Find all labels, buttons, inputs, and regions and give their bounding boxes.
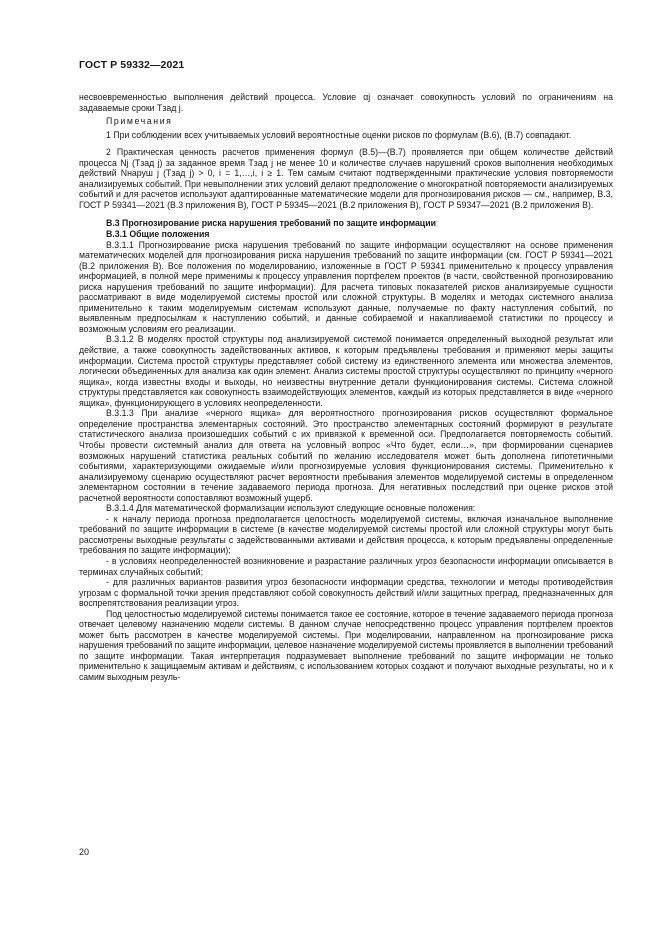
notes-heading: Примечания	[106, 116, 173, 127]
subsection-heading-b31: В.3.1 Общие положения	[106, 229, 210, 240]
list-item: - к началу периода прогноза предполагается целостность моделируемой системы, включая изначальное выполнение требований по защите информации в системе (в качестве моделируемой системы простой или сложной структуры могут быть рассмотрены выходные результаты с задействованными активами и действия процесса, к которым предъявлены определенные требования по защите информации);	[79, 513, 613, 556]
paragraph-b312: В.3.1.2 В моделях простой структуры под анализируемой системой понимается определенный выходной результат или действие, а также совокупность задействованных активов, к которым предъявлены требования и применяют меры защиты информации. Система простой структуры представляет собой систему из единственного элемента или множества элементов, логически объединенных для анализа как один элемент. Анализ системы простой структуры осуществляют по принципу «черного ящика», когда известны входы и выходы, но неизвестны внутренние детали функционирования системы. Система сложной структуры представляется как совокупность взаимодействующих элементов, каждый из которых представляется в виде «черного ящика», функционирующего в условиях неопределенности.	[79, 334, 613, 408]
paragraph-b313: В.3.1.3 При анализе «черного ящика» для вероятностного прогнозирования рисков осуществляют формальное определение пространства элементарных состояний. Это пространство элементарных состояний формируют в результате статистического анализа произошедших событий с их привязкой к временной оси. Предполагается повторяемость событий. Чтобы провести системный анализ для ответа на условный вопрос «Что будет, если…», при формировании сценариев возможных нарушений статистика реальных событий по желанию исследователя может быть дополнена гипотетичными событиями, характеризующими ожидаемые и/или прогнозируемые условия функционирования системы. Применительно к анализируемому сценарию осуществляют расчет вероятности пребывания элементов моделируемой системы в определенном элементарном состоянии в течение задаваемого периода прогноза. Для негативных последствий при оценке рисков этой расчетной вероятности сопоставляют возможный ущерб.	[79, 408, 613, 503]
document-header: ГОСТ Р 59332—2021	[79, 59, 185, 71]
page-body	[79, 92, 613, 683]
section-heading-b3: В.3 Прогнозирование риска нарушения требований по защите информации	[106, 218, 436, 229]
paragraph-b314: В.3.1.4 Для математической формализации используют следующие основные положения:	[106, 503, 476, 514]
paragraph-b311: В.3.1.1 Прогнозирование риска нарушения требований по защите информации осуществляют на основе применения математических моделей для прогнозирования риска нарушения требований по защите информации (см. ГОСТ Р 59341—2021 (В.2 приложения В). Все положения по моделированию, изложенные в ГОСТ Р 59341 применительно к процессу управления информацией, в полной мере применимы к процессу управления портфелем проектов (в части, свойственной прогнозированию риска нарушения требований по защите информации). Для расчета типовых показателей рисков анализируемые сущности рассматривают в виде моделируемой системы простой или сложной структуры. В моделях и методах системного анализа применительно к таким моделируемым системам используют данные, получаемые по факту наступления событий, по выявленным предпосылкам к наступлению событий, и данные собираемой и накапливаемой статистики по процессу и возможным условиям его реализации.	[79, 239, 613, 334]
paragraph-continuation: несвоевременностью выполнения действий процесса. Условие αj означает совокупность условий по ограничениям на задаваемые сроки Tзад j.	[79, 92, 613, 113]
paragraph-integrity: Под целостностью моделируемой системы понимается такое ее состояние, которое в течение задаваемого периода прогноза отвечает целевому назначению модели системы. В данном случае непосредственно процесс управления портфелем проектов может быть рассмотрен в качестве моделируемой системы. При моделировании, направленном на прогнозирование риска нарушения требований по защите информации, целевое назначение моделируемой системы проявляется в выполнении требований по защите информации. Такая интерпретация подразумевает выполнение требований по защите информации не только применительно к защищаемым активам и действиям, с использованием которых создают и получают выходные результаты, но и к самим выходным резуль-	[79, 608, 613, 682]
note-1: 1 При соблюдении всех учитываемых условий вероятностные оценки рисков по формулам (В.6), (В.7) совпадают.	[106, 129, 572, 140]
list-item: - для различных вариантов развития угроз безопасности информации средства, технологии и методы противодействия угрозам с формальной точки зрения представляют собой совокупность действий и/или защитных преград, предназначенных для воспрепятствования реализации угроз.	[79, 577, 613, 609]
page-number: 20	[79, 847, 90, 857]
note-2: 2 Практическая ценность расчетов применения формул (В.5)—(В.7) проявляется при общем количестве действий процесса Nj (Tзад j) за заданное время Tзад j не менее 10 и количестве случаев нарушений сроков выполнения необходимых действий Nнаруш j (Tзад j) > 0, i = 1,…,i, i ≥ 1. Тем самым считают подтвержденными практические условия повторяемости анализируемых событий. При невыполнении этих условий делают предположение о многократной повторяемости анализируемых событий и для расчетов используют адаптированные математические модели для прогнозирования рисков — см., например, В.3, ГОСТ Р 59341—2021 (В.3 приложения В), ГОСТ Р 59345—2021 (В.2 приложения В), ГОСТ Р 59347—2021 (В.2 приложения В).	[79, 147, 613, 210]
list-item: - в условиях неопределенностей возникновение и разрастание различных угроз безопасности информации описывается в терминах случайных событий;	[79, 555, 613, 577]
